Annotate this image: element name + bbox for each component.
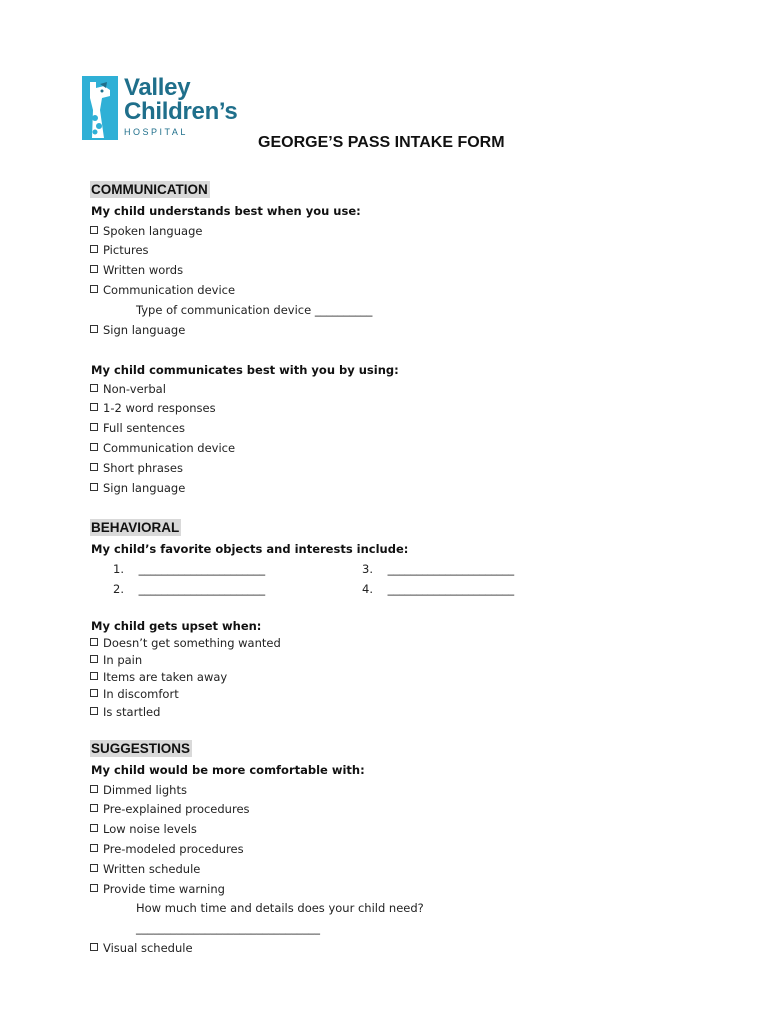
checkbox-option[interactable]: Pictures bbox=[90, 243, 149, 257]
checkbox-option[interactable]: In discomfort bbox=[90, 687, 179, 701]
logo-word-valley: Valley bbox=[124, 74, 191, 101]
checkbox-icon[interactable] bbox=[90, 689, 98, 697]
suggestions-q1: My child would be more comfortable with: bbox=[91, 763, 365, 777]
checkbox-icon[interactable] bbox=[90, 707, 98, 715]
checkbox-option[interactable]: Dimmed lights bbox=[90, 783, 187, 797]
checkbox-option[interactable]: Communication device bbox=[90, 283, 235, 297]
checkbox-option[interactable]: Written words bbox=[90, 263, 183, 277]
checkbox-icon[interactable] bbox=[90, 672, 98, 680]
checkbox-option[interactable]: Pre-modeled procedures bbox=[90, 842, 244, 856]
checkbox-option[interactable]: Written schedule bbox=[90, 862, 200, 876]
behavioral-q2: My child gets upset when: bbox=[91, 619, 262, 633]
checkbox-option[interactable]: Non-verbal bbox=[90, 382, 166, 396]
checkbox-icon[interactable] bbox=[90, 265, 98, 273]
checkbox-icon[interactable] bbox=[90, 824, 98, 832]
interest-item-4[interactable]: 4. ______________________ bbox=[362, 582, 515, 596]
checkbox-icon[interactable] bbox=[90, 226, 98, 234]
interest-item-1[interactable]: 1. ______________________ bbox=[113, 562, 266, 576]
form-title: GEORGE’S PASS INTAKE FORM bbox=[258, 134, 505, 151]
checkbox-option[interactable]: Full sentences bbox=[90, 421, 185, 435]
communication-q1: My child understands best when you use: bbox=[91, 204, 361, 218]
checkbox-icon[interactable] bbox=[90, 785, 98, 793]
behavioral-heading: BEHAVIORAL bbox=[91, 520, 180, 535]
checkbox-option[interactable]: Spoken language bbox=[90, 224, 202, 238]
checkbox-option[interactable]: Is startled bbox=[90, 705, 160, 719]
checkbox-option[interactable]: Sign language bbox=[90, 481, 185, 495]
checkbox-option[interactable]: Items are taken away bbox=[90, 670, 227, 684]
checkbox-icon[interactable] bbox=[90, 423, 98, 431]
interest-item-2[interactable]: 2. ______________________ bbox=[113, 582, 266, 596]
checkbox-option[interactable]: Communication device bbox=[90, 441, 235, 455]
checkbox-option[interactable]: 1-2 word responses bbox=[90, 401, 216, 415]
checkbox-icon[interactable] bbox=[90, 285, 98, 293]
checkbox-icon[interactable] bbox=[90, 325, 98, 333]
device-type-field[interactable]: Type of communication device __________ bbox=[136, 303, 373, 317]
checkbox-icon[interactable] bbox=[90, 943, 98, 951]
checkbox-option[interactable]: Sign language bbox=[90, 323, 185, 337]
checkbox-option[interactable]: Short phrases bbox=[90, 461, 183, 475]
communication-q2: My child communicates best with you by using: bbox=[91, 363, 399, 377]
checkbox-icon[interactable] bbox=[90, 655, 98, 663]
checkbox-option[interactable]: Pre-explained procedures bbox=[90, 802, 250, 816]
checkbox-icon[interactable] bbox=[90, 864, 98, 872]
time-details-field[interactable]: ________________________________ bbox=[136, 921, 320, 935]
checkbox-option[interactable]: Provide time warning bbox=[90, 882, 225, 896]
behavioral-q1: My child’s favorite objects and interests include: bbox=[91, 542, 409, 556]
checkbox-icon[interactable] bbox=[90, 463, 98, 471]
checkbox-icon[interactable] bbox=[90, 844, 98, 852]
checkbox-icon[interactable] bbox=[90, 443, 98, 451]
checkbox-option[interactable]: Low noise levels bbox=[90, 822, 197, 836]
checkbox-option[interactable]: Doesn’t get something wanted bbox=[90, 636, 281, 650]
giraffe-logo-icon bbox=[80, 76, 122, 142]
checkbox-icon[interactable] bbox=[90, 403, 98, 411]
time-details-question: How much time and details does your child need? bbox=[136, 901, 424, 915]
checkbox-icon[interactable] bbox=[90, 245, 98, 253]
communication-heading: COMMUNICATION bbox=[91, 182, 208, 197]
checkbox-icon[interactable] bbox=[90, 884, 98, 892]
checkbox-option[interactable]: Visual schedule bbox=[90, 941, 193, 955]
checkbox-icon[interactable] bbox=[90, 384, 98, 392]
checkbox-option[interactable]: In pain bbox=[90, 653, 142, 667]
logo-word-childrens: Children’s bbox=[124, 98, 238, 125]
checkbox-icon[interactable] bbox=[90, 483, 98, 491]
logo-word-hospital: HOSPITAL bbox=[124, 127, 188, 137]
suggestions-heading: SUGGESTIONS bbox=[91, 741, 191, 756]
checkbox-icon[interactable] bbox=[90, 638, 98, 646]
hospital-logo bbox=[80, 76, 250, 140]
checkbox-icon[interactable] bbox=[90, 804, 98, 812]
interest-item-3[interactable]: 3. ______________________ bbox=[362, 562, 515, 576]
